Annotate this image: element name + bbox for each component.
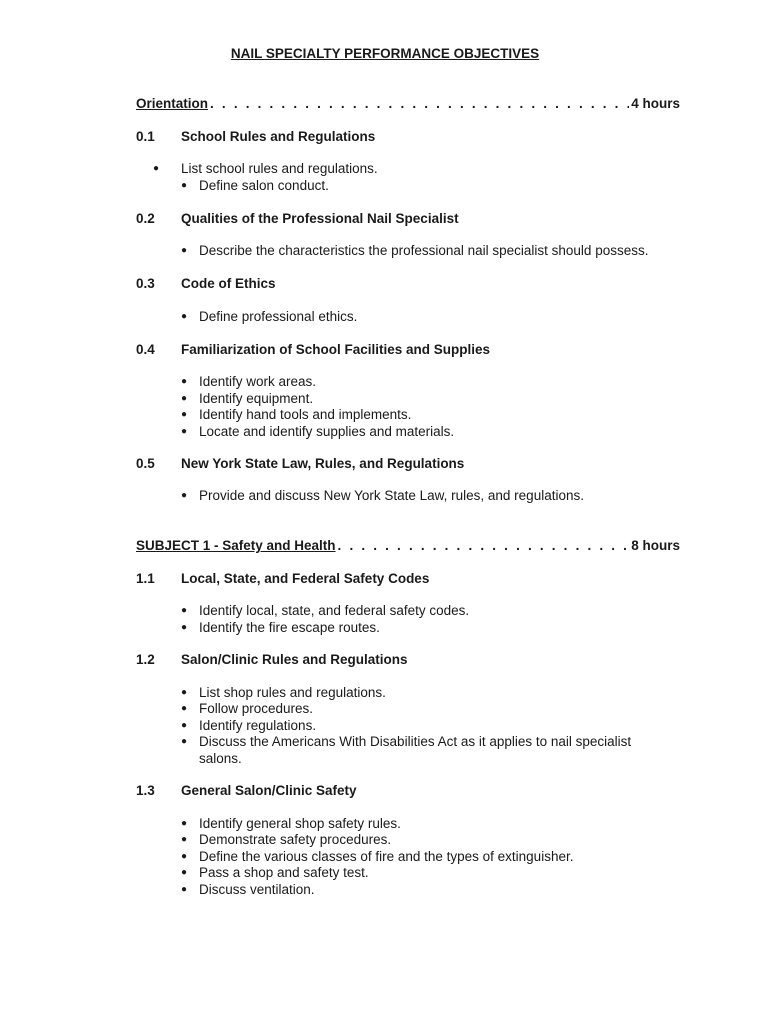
- section-heading: [136, 652, 408, 667]
- section-heading: [136, 342, 490, 357]
- unit-title: Orientation: [136, 96, 209, 111]
- list-item: [181, 701, 661, 718]
- list-item: [181, 832, 661, 849]
- unit-hours: 8 hours: [631, 538, 680, 553]
- list-item-text: Pass a shop and safety test.: [199, 865, 369, 880]
- section-title: Code of Ethics: [181, 276, 276, 291]
- bullet-icon: ●: [181, 850, 188, 862]
- bullet-icon: ●: [181, 719, 188, 731]
- dot-leader: [338, 538, 630, 553]
- dot-leader: [210, 96, 629, 111]
- list-item-text: Define the various classes of fire and the types of extinguisher.: [199, 848, 574, 864]
- list-item: [153, 161, 661, 178]
- bullet-icon: ●: [181, 311, 188, 322]
- bullet-icon: ●: [181, 817, 188, 829]
- section-title: New York State Law, Rules, and Regulations: [181, 456, 465, 471]
- section-number: 0.3: [136, 276, 155, 291]
- bullet-icon: ●: [181, 621, 188, 633]
- bullet-icon: ●: [181, 409, 188, 420]
- section-number: 1.2: [136, 652, 155, 667]
- list-item-text: List shop rules and regulations.: [199, 684, 386, 700]
- bullet-icon: ●: [181, 490, 188, 501]
- list-item: [181, 424, 661, 441]
- section-title: General Salon/Clinic Safety: [181, 783, 357, 798]
- section-number: 1.1: [136, 571, 155, 586]
- list-item-text: Identify the fire escape routes.: [199, 619, 380, 635]
- list-item: [181, 374, 661, 391]
- bullet-icon: ●: [181, 867, 188, 878]
- list-item-text: Demonstrate safety procedures.: [199, 832, 392, 847]
- document-title: NAIL SPECIALTY PERFORMANCE OBJECTIVES: [230, 46, 540, 61]
- list-item: [181, 718, 661, 735]
- bullet-icon: ●: [181, 245, 188, 256]
- list-item: [181, 865, 661, 882]
- bullet-icon: ●: [181, 605, 188, 616]
- section-number: 0.2: [136, 211, 155, 226]
- bullet-icon: ●: [181, 392, 188, 404]
- unit-title: SUBJECT 1 - Safety and Health: [136, 538, 336, 553]
- list-item-text: Locate and identify supplies and materials.: [199, 423, 455, 439]
- bullet-icon: ●: [181, 703, 188, 714]
- list-item: [181, 620, 661, 637]
- list-item: [181, 407, 661, 424]
- list-item: [181, 882, 661, 899]
- section-title: Salon/Clinic Rules and Regulations: [181, 652, 408, 667]
- list-item-text: Identify regulations.: [199, 717, 317, 733]
- section-heading: [136, 211, 459, 226]
- section-title: Familiarization of School Facilities and Supplies: [181, 342, 491, 357]
- list-item: [181, 849, 661, 866]
- unit-header-subject-1: [136, 538, 680, 553]
- bullet-icon: ●: [181, 736, 188, 747]
- section-heading: [136, 456, 464, 471]
- bullet-icon: ●: [181, 425, 188, 437]
- section-title: School Rules and Regulations: [181, 129, 376, 144]
- list-item: [181, 685, 661, 702]
- unit-header-orientation: [136, 96, 680, 111]
- list-item-text: Follow procedures.: [199, 701, 314, 716]
- list-item-text: Identify hand tools and implements.: [199, 407, 412, 422]
- list-item-text: Define salon conduct.: [199, 178, 329, 193]
- list-item-text: Identify general shop safety rules.: [199, 815, 401, 831]
- section-title: Qualities of the Professional Nail Specialist: [181, 211, 459, 226]
- section-number: 1.3: [136, 783, 155, 798]
- list-item: [181, 309, 661, 326]
- list-item: [181, 243, 661, 260]
- bullet-icon: ●: [181, 376, 188, 387]
- list-item: [181, 391, 661, 408]
- section-heading: [136, 129, 375, 144]
- bullet-icon: ●: [181, 180, 188, 191]
- list-item: [181, 603, 661, 620]
- unit-hours: 4 hours: [631, 96, 680, 111]
- list-item: [181, 178, 661, 195]
- list-item-text: List school rules and regulations.: [181, 161, 378, 176]
- bullet-icon: ●: [181, 883, 188, 895]
- bullet-icon: ●: [181, 834, 188, 845]
- bullet-icon: ●: [181, 686, 188, 698]
- list-item-text: Identify work areas.: [199, 374, 317, 389]
- list-item-text: Identify equipment.: [199, 390, 314, 406]
- list-item-text: Discuss ventilation.: [199, 881, 315, 897]
- list-item-text: Discuss the Americans With Disabilities Act as it applies to nail specialist salons.: [199, 734, 632, 766]
- list-item-text: Describe the characteristics the professional nail specialist should possess.: [199, 243, 649, 258]
- list-item: [181, 734, 661, 767]
- bullet-icon: ●: [153, 163, 160, 174]
- section-number: 0.5: [136, 456, 155, 471]
- section-heading: [136, 276, 276, 291]
- section-heading: [136, 571, 429, 586]
- list-item-text: Provide and discuss New York State Law, rules, and regulations.: [199, 488, 584, 503]
- section-title: Local, State, and Federal Safety Codes: [181, 571, 430, 586]
- list-item-text: Define professional ethics.: [199, 309, 358, 324]
- list-item-text: Identify local, state, and federal safety codes.: [199, 603, 470, 618]
- list-item: [181, 816, 661, 833]
- section-number: 0.1: [136, 129, 155, 144]
- list-item: [181, 488, 661, 505]
- section-number: 0.4: [136, 342, 155, 357]
- section-heading: [136, 783, 357, 798]
